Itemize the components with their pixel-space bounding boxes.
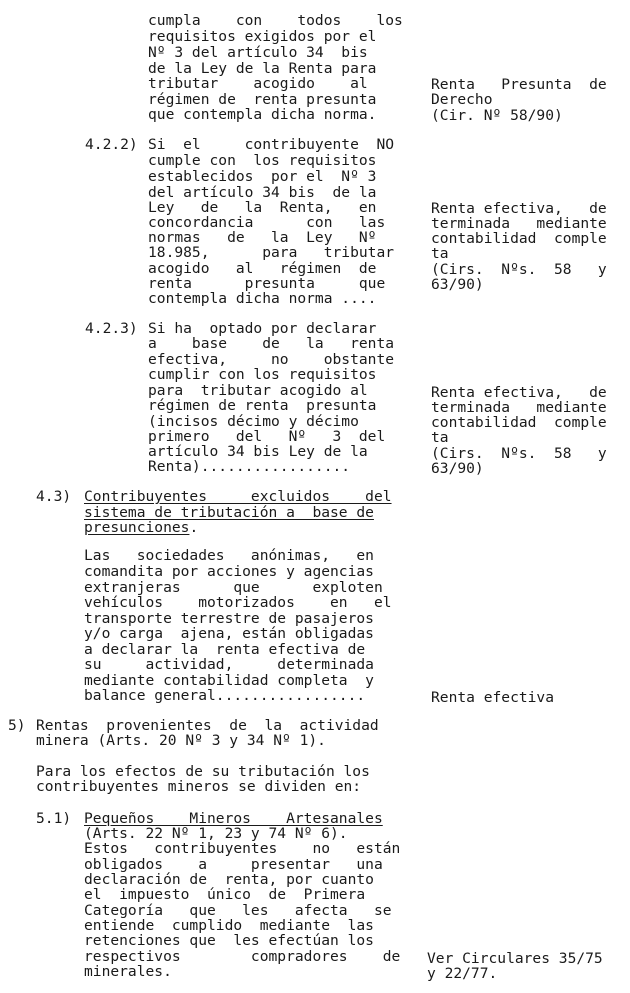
text-line: balance general................. [84, 687, 366, 704]
note-line: terminada mediante [431, 399, 607, 416]
text-line: el impuesto único de Primera [84, 886, 366, 903]
text-line: Categoría que les afecta se [84, 902, 392, 919]
section-heading-last [84, 520, 198, 535]
text-line: cumplir con los requisitos [148, 366, 377, 383]
item-number: 4.3) [36, 488, 72, 505]
text-line: Para los efectos de su tributación los [36, 763, 370, 780]
text-line: efectiva, no obstante [148, 351, 395, 368]
text-line: entiende cumplido mediante las [84, 917, 374, 934]
text-line: respectivos compradores de [84, 948, 401, 965]
note-line: Derecho [431, 91, 493, 108]
note-line: Ver Circulares 35/75 [427, 950, 603, 967]
text-line: cumpla con todos los [148, 12, 403, 29]
note-line: contabilidad comple [431, 230, 607, 247]
note-line: 63/90) [431, 460, 484, 477]
text-line: Si ha optado por declarar [148, 320, 377, 337]
text-line: minerales. [84, 963, 172, 980]
text-line: acogido al régimen de [148, 260, 377, 277]
text-line: extranjeras que exploten [84, 579, 383, 596]
note-line: (Cirs. Nºs. 58 y [431, 261, 607, 278]
heading-period: . [189, 519, 199, 536]
note-line: (Cir. Nº 58/90) [431, 107, 563, 124]
item-number: 5) [8, 717, 26, 734]
text-line: retenciones que les efectúan los [84, 932, 374, 949]
text-line: Renta)................. [148, 458, 351, 475]
note-line: ta [431, 245, 449, 262]
text-line: contribuyentes mineros se dividen en: [36, 778, 362, 795]
text-line: para tributar acogido al [148, 382, 368, 399]
text-line: Rentas provenientes de la actividad [36, 717, 379, 734]
text-line: Nº 3 del artículo 34 bis [148, 44, 368, 61]
text-line: (Arts. 22 Nº 1, 23 y 74 Nº 6). [84, 825, 348, 842]
section-heading: presunciones [84, 519, 190, 536]
text-line: transporte terrestre de pasajeros [84, 610, 374, 627]
text-line: artículo 34 bis Ley de la [148, 443, 368, 460]
text-line: a base de la renta [148, 335, 395, 352]
text-line: primero del Nº 3 del [148, 428, 386, 445]
note-line: Renta Presunta de [431, 76, 607, 93]
note-line: Renta efectiva, de [431, 200, 607, 217]
item-number: 4.2.2) [85, 136, 138, 153]
text-line: declaración de renta, por cuanto [84, 871, 374, 888]
text-line: mediante contabilidad completa y [84, 672, 374, 689]
text-line: Las sociedades anónimas, en [84, 547, 374, 564]
note-line: ta [431, 429, 449, 446]
item-number: 5.1) [36, 810, 72, 827]
note-line: 63/90) [431, 276, 484, 293]
text-line: régimen de renta presunta [148, 397, 377, 414]
section-heading: Pequeños Mineros Artesanales [84, 810, 383, 827]
text-line: 18.985, para tributar [148, 244, 395, 261]
note-line: Renta efectiva, de [431, 384, 607, 401]
text-line: su actividad, determinada [84, 656, 374, 673]
text-line: cumple con los requisitos [148, 152, 377, 169]
text-line: a declarar la renta efectiva de [84, 641, 366, 658]
text-line: de la Ley de la Renta para [148, 60, 377, 77]
text-line: comandita por acciones y agencias [84, 563, 374, 580]
section-heading: Contribuyentes excluidos del [84, 488, 392, 505]
note-line: terminada mediante [431, 215, 607, 232]
note-line: contabilidad comple [431, 414, 607, 431]
item-number: 4.2.3) [85, 320, 138, 337]
text-line: tributar acogido al [148, 75, 368, 92]
text-line: concordancia con las [148, 214, 386, 231]
text-line: requisitos exigidos por el [148, 28, 377, 45]
text-line: (incisos décimo y décimo [148, 413, 359, 430]
text-line: Si el contribuyente NO [148, 136, 395, 153]
text-line: renta presunta que [148, 275, 386, 292]
text-line: régimen de renta presunta [148, 91, 377, 108]
text-line: obligados a presentar una [84, 856, 383, 873]
text-line: Ley de la Renta, en [148, 199, 377, 216]
text-line: normas de la Ley Nº [148, 229, 377, 246]
note-line: y 22/77. [427, 965, 498, 982]
section-heading: sistema de tributación a base de [84, 504, 374, 521]
note-line: (Cirs. Nºs. 58 y [431, 445, 607, 462]
text-line: y/o carga ajena, están obligadas [84, 625, 374, 642]
text-line: que contempla dicha norma. [148, 106, 377, 123]
text-line: vehículos motorizados en el [84, 594, 392, 611]
note-line: Renta efectiva [431, 689, 555, 706]
text-line: Estos contribuyentes no están [84, 840, 401, 857]
text-line: minera (Arts. 20 Nº 3 y 34 Nº 1). [36, 732, 326, 749]
text-line: del artículo 34 bis de la [148, 184, 377, 201]
text-line: establecidos por el Nº 3 [148, 168, 377, 185]
text-line: contempla dicha norma .... [148, 290, 377, 307]
